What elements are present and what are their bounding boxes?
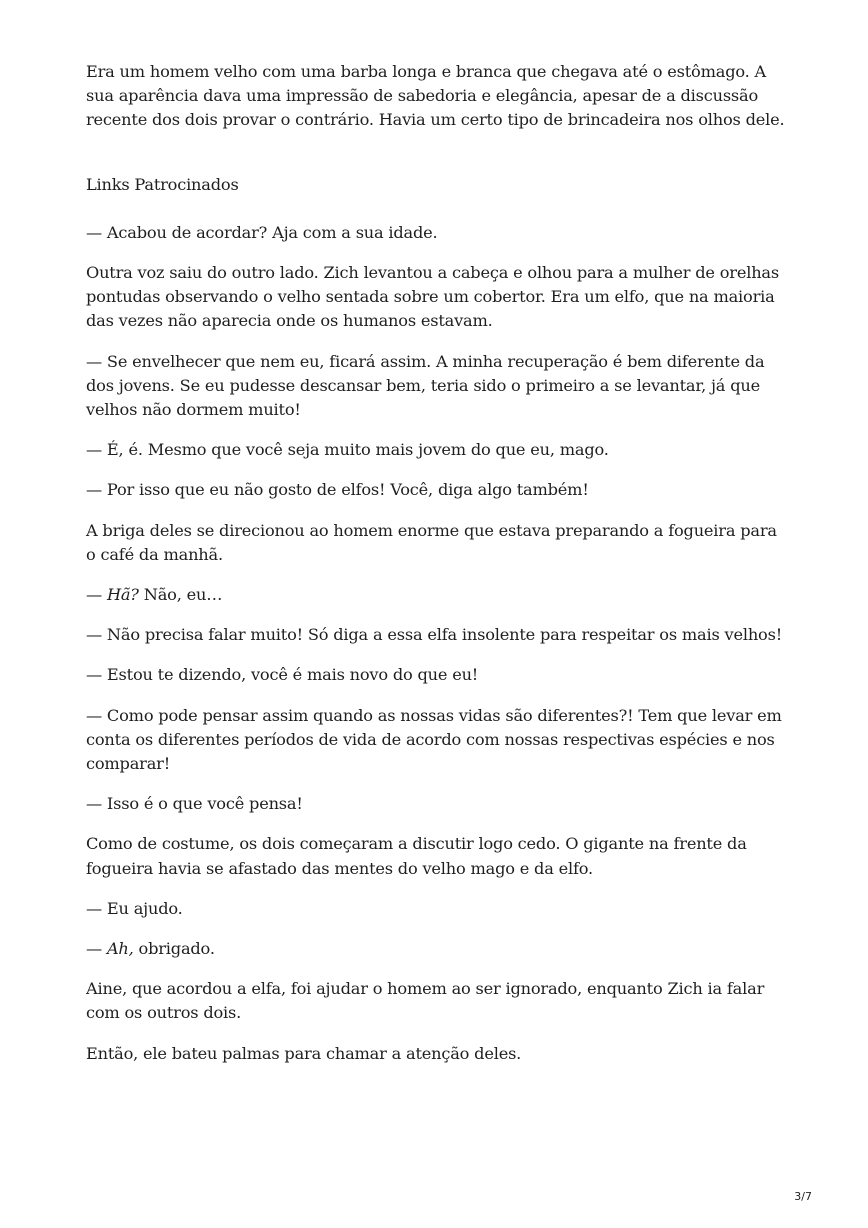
paragraph: A briga deles se direcionou ao homem enorme que estava preparando a fogueira para o café da manhã. <box>86 520 777 564</box>
paragraph <box>86 583 786 607</box>
paragraph: Como de costume, os dois começaram a discutir logo cedo. O gigante na frente da fogueira havia se afastado das mentes do velho mago e da elfo. <box>86 834 747 878</box>
paragraph: — É, é. Mesmo que você seja muito mais jovem do que eu, mago. <box>86 440 609 460</box>
italic-text: Ah, <box>106 939 134 959</box>
paragraph-text: Não, eu… <box>138 585 223 605</box>
italic-text: Hã? <box>106 585 139 605</box>
paragraph: — Não precisa falar muito! Só diga a essa elfa insolente para respeitar os mais velhos! <box>86 625 782 645</box>
paragraph: — Por isso que eu não gosto de elfos! Você, diga algo também! <box>86 480 589 500</box>
page-number: 3/7 <box>794 1190 812 1203</box>
paragraph: — Estou te dizendo, você é mais novo do que eu! <box>86 665 479 685</box>
paragraph: Aine, que acordou a elfa, foi ajudar o homem ao ser ignorado, enquanto Zich ia falar com os outros dois. <box>86 979 765 1023</box>
paragraph <box>86 937 786 961</box>
dialogue-dash: — <box>86 585 107 605</box>
paragraph: — Isso é o que você pensa! <box>86 794 303 814</box>
paragraph: Então, ele bateu palmas para chamar a atenção deles. <box>86 1043 522 1063</box>
paragraph: Era um homem velho com uma barba longa e branca que chegava até o estômago. A sua aparência dava uma impressão de sabedoria e elegância, apesar de a discussão recente dos dois provar o contrário. Havia um certo tipo de brincadeira nos olhos dele. <box>86 62 785 130</box>
paragraph: Outra voz saiu do outro lado. Zich levantou a cabeça e olhou para a mulher de orelhas pontudas observando o velho sentada sobre um cobertor. Era um elfo, que na maioria das vezes não aparecia onde os humanos estavam. <box>86 263 779 331</box>
dialogue-dash: — <box>86 939 107 959</box>
paragraph: — Eu ajudo. <box>86 898 183 918</box>
paragraph: — Se envelhecer que nem eu, ficará assim. A minha recuperação é bem diferente da dos jovens. Se eu pudesse descansar bem, teria sido o primeiro a se levantar, já que velhos não dormem muito! <box>86 351 765 420</box>
paragraph: — Como pode pensar assim quando as nossas vidas são diferentes?! Tem que levar em conta os diferentes períodos de vida de acordo com nossas respectivas espécies e nos comparar! <box>86 705 782 774</box>
sponsored-links-label[interactable]: Links Patrocinados <box>86 174 239 194</box>
document-body <box>86 60 786 1082</box>
paragraph: — Acabou de acordar? Aja com a sua idade. <box>86 222 438 242</box>
paragraph-text: obrigado. <box>133 939 215 959</box>
